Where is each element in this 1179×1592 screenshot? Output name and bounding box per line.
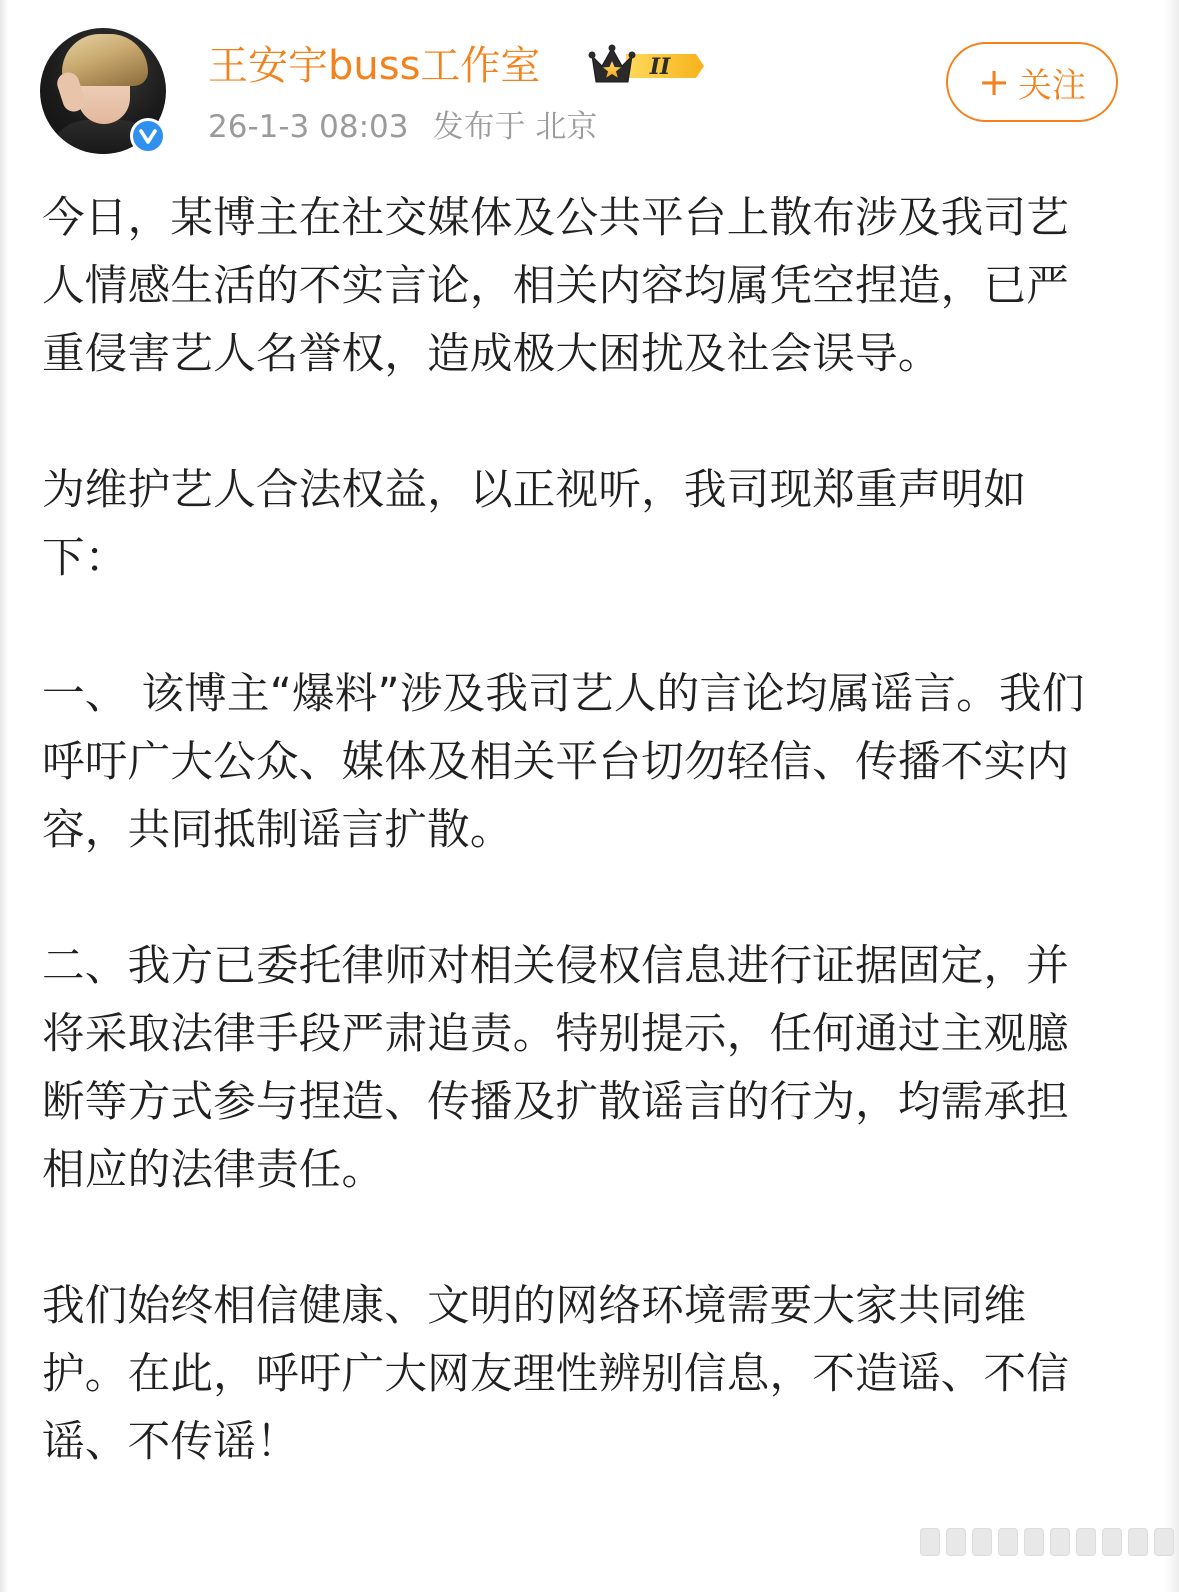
page-edge-shadow-left (0, 0, 8, 1592)
pager-dot (1050, 1528, 1070, 1556)
pager-dot (1102, 1528, 1122, 1556)
post-paragraph: 今日，某博主在社交媒体及公共平台上散布涉及我司艺人情感生活的不实言论，相关内容均属凭空捏造，已严重侵害艺人名誉权，造成极大困扰及社会误导。 (42, 193, 1070, 379)
post-timestamp: 26-1-3 08:03 (208, 109, 409, 145)
post-paragraph: 我们始终相信健康、文明的网络环境需要大家共同维护。在此，呼吁广大网友理性辨别信息，不造谣、不信谣、不传谣！ (42, 1281, 1070, 1467)
post-body (42, 184, 1092, 1476)
post-location: 发布于 北京 (432, 109, 598, 145)
image-pager (920, 1528, 1174, 1556)
pager-dot (998, 1528, 1018, 1556)
post-paragraph: 一、 该博主“爆料”涉及我司艺人的言论均属谣言。我们呼吁广大公众、媒体及相关平台切勿轻信、传播不实内容，共同抵制谣言扩散。 (42, 669, 1085, 855)
pager-dot (1076, 1528, 1096, 1556)
verified-icon (130, 118, 166, 154)
follow-button-label: 关注 (1017, 65, 1086, 106)
follow-button[interactable] (946, 42, 1118, 122)
vip-crown-icon[interactable] (588, 44, 704, 88)
pager-dot (920, 1528, 940, 1556)
post-meta (208, 104, 597, 150)
pager-dot (1128, 1528, 1148, 1556)
pager-dot (1154, 1528, 1174, 1556)
page-edge-shadow-right (1165, 0, 1179, 1592)
pager-dot (1024, 1528, 1044, 1556)
pager-dot (946, 1528, 966, 1556)
pager-dot (972, 1528, 992, 1556)
plus-icon: + (978, 60, 1010, 104)
post-paragraph: 二、我方已委托律师对相关侵权信息进行证据固定，并将采取法律手段严肃追责。特别提示，任何通过主观臆断等方式参与捏造、传播及扩散谣言的行为，均需承担相应的法律责任。 (42, 941, 1070, 1195)
post-paragraph: 为维护艺人合法权益，以正视听，我司现郑重声明如下： (42, 465, 1027, 583)
account-name[interactable]: 王安宇buss工作室 (208, 43, 541, 89)
vip-level-text: II (649, 54, 671, 80)
